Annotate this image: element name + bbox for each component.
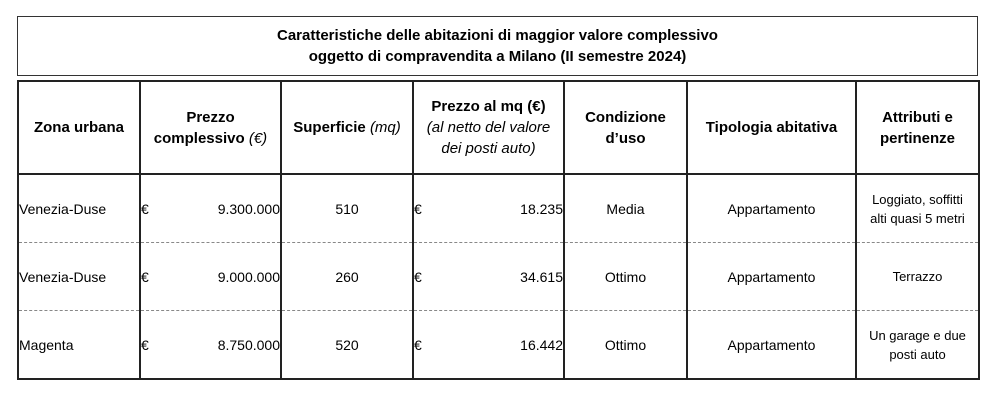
cell-tipologia: Appartamento	[687, 243, 856, 311]
table-row	[18, 243, 979, 311]
cell-superficie: 510	[281, 174, 413, 243]
cell-attributi: Terrazzo	[856, 243, 979, 311]
cell-prezzo	[140, 174, 281, 243]
currency-symbol: €	[414, 268, 422, 285]
cell-tipologia: Appartamento	[687, 311, 856, 380]
header-superficie: Superficie (mq)	[281, 81, 413, 174]
header-prezzo-mq: Prezzo al mq (€) (al netto del valore dei posti auto)	[413, 81, 564, 174]
cell-tipologia: Appartamento	[687, 174, 856, 243]
header-prezzo: Prezzo complessivo (€)	[140, 81, 281, 174]
cell-zona: Venezia-Duse	[18, 174, 140, 243]
header-condizione: Condizione d’uso	[564, 81, 687, 174]
title-line-2: oggetto di compravendita a Milano (II semestre 2024)	[308, 48, 687, 65]
cell-superficie: 260	[281, 243, 413, 311]
header-row	[18, 81, 979, 174]
prezzo-mq-value: 16.442	[520, 336, 563, 353]
currency-symbol: €	[414, 336, 422, 353]
header-tipologia: Tipologia abitativa	[687, 81, 856, 174]
cell-condizione: Media	[564, 174, 687, 243]
cell-superficie: 520	[281, 311, 413, 380]
prezzo-value: 9.300.000	[217, 200, 280, 217]
prezzo-value: 8.750.000	[217, 336, 280, 353]
cell-zona: Magenta	[18, 311, 140, 380]
cell-attributi: Un garage e due posti auto	[856, 311, 979, 380]
header-zona: Zona urbana	[18, 81, 140, 174]
prezzo-mq-value: 18.235	[520, 200, 563, 217]
currency-symbol: €	[414, 200, 422, 217]
table-row	[18, 174, 979, 243]
prezzo-value: 9.000.000	[217, 268, 280, 285]
cell-prezzo	[140, 243, 281, 311]
table-title	[17, 16, 978, 76]
currency-symbol: €	[141, 200, 149, 217]
cell-zona: Venezia-Duse	[18, 243, 140, 311]
currency-symbol: €	[141, 336, 149, 353]
header-attributi: Attributi e pertinenze	[856, 81, 979, 174]
table-row	[18, 311, 979, 380]
prezzo-mq-value: 34.615	[520, 268, 563, 285]
title-line-1: Caratteristiche delle abitazioni di maggior valore complessivo	[277, 27, 718, 44]
properties-table	[17, 80, 980, 380]
cell-prezzo	[140, 311, 281, 380]
cell-prezzo-mq	[413, 174, 564, 243]
cell-prezzo-mq	[413, 243, 564, 311]
cell-condizione: Ottimo	[564, 311, 687, 380]
cell-condizione: Ottimo	[564, 243, 687, 311]
currency-symbol: €	[141, 268, 149, 285]
cell-attributi: Loggiato, soffitti alti quasi 5 metri	[856, 174, 979, 243]
cell-prezzo-mq	[413, 311, 564, 380]
